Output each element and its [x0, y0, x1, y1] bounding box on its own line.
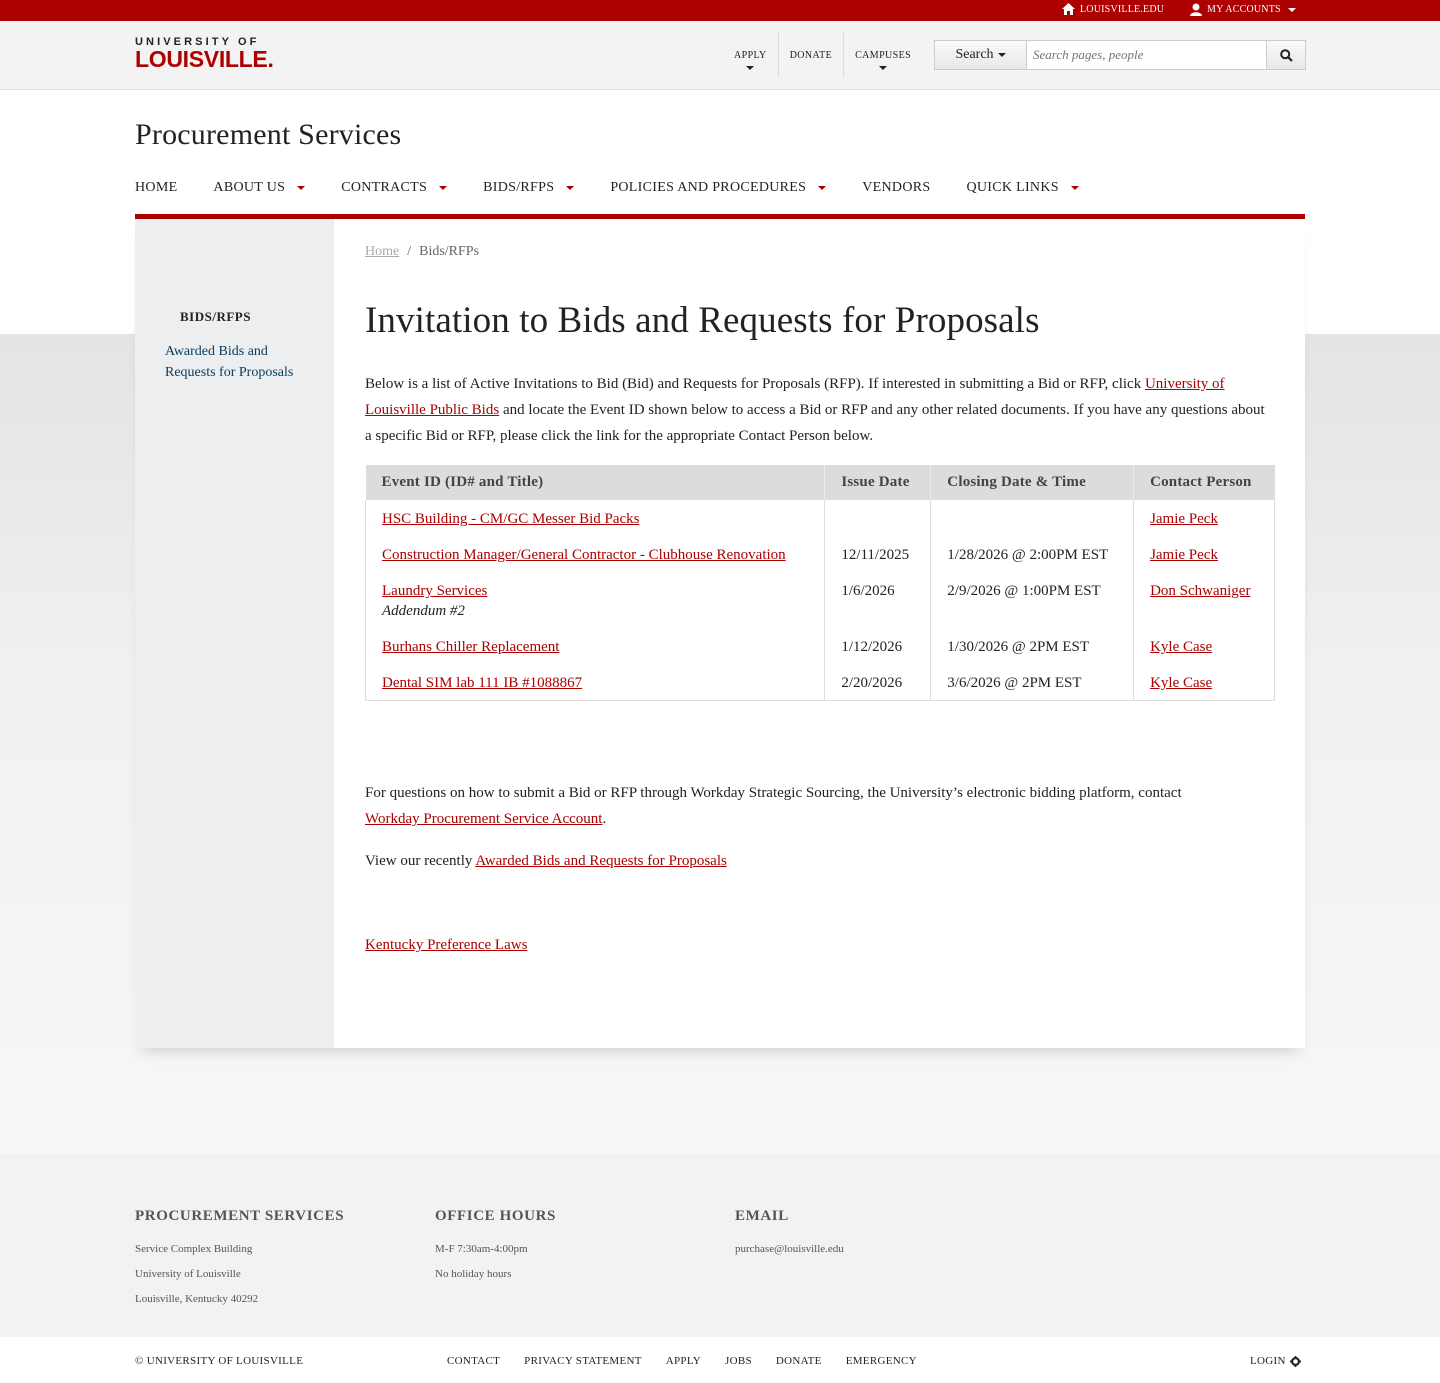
footer-heading: OFFICE HOURS	[435, 1208, 556, 1224]
issue-date-cell: 1/12/2026	[825, 628, 931, 664]
issue-date-cell: 1/6/2026	[825, 572, 931, 628]
content-area	[135, 219, 1305, 1048]
site-footer	[0, 1154, 1440, 1337]
logo-top-text: UNIVERSITY OF	[135, 36, 260, 48]
chevron-down-icon	[566, 186, 574, 190]
footer-address-line: University of Louisville	[135, 1268, 241, 1280]
breadcrumb-separator: /	[407, 244, 412, 259]
nav-quick-links[interactable]	[966, 178, 1078, 198]
user-icon	[1190, 3, 1202, 16]
nav-bids-rfps[interactable]	[483, 178, 574, 198]
search-scope-dropdown[interactable]	[935, 41, 1027, 69]
nav-bids-rfps-label: BIDS/RFPS	[483, 180, 555, 195]
site-title[interactable]: Procurement Services	[135, 118, 402, 151]
contact-link[interactable]: Jamie Peck	[1150, 547, 1218, 563]
event-link[interactable]: Burhans Chiller Replacement	[382, 639, 560, 655]
event-link[interactable]: Dental SIM lab 111 IB #1088867	[382, 675, 583, 691]
event-cell	[366, 500, 825, 536]
issue-date-cell: 2/20/2026	[825, 664, 931, 701]
contact-cell	[1134, 628, 1275, 664]
nav-policies[interactable]	[610, 178, 826, 198]
louisville-edu-label: LOUISVILLE.EDU	[1080, 3, 1165, 15]
chevron-down-icon	[998, 53, 1006, 57]
nav-vendors-label: VENDORS	[862, 180, 931, 195]
event-link[interactable]: Laundry Services	[382, 583, 488, 599]
event-cell	[366, 572, 825, 628]
footer-heading: EMAIL	[735, 1208, 789, 1224]
footer-address-line: Louisville, Kentucky 40292	[135, 1293, 259, 1305]
nav-vendors[interactable]	[862, 178, 930, 198]
copyright: © UNIVERSITY OF LOUISVILLE	[135, 1355, 304, 1367]
footer-link-emergency[interactable]: EMERGENCY	[845, 1355, 917, 1367]
event-link[interactable]: Construction Manager/General Contractor - Clubhouse Renovation	[382, 547, 786, 563]
my-accounts-label: MY ACCOUNTS	[1207, 4, 1281, 15]
search-button[interactable]	[1266, 41, 1305, 69]
intro-text-2: and locate the Event ID shown below to access a Bid or RFP and any other related documents. If you have any questions about a specific Bid or RFP, please click the link for the appropriate Contact Person below.	[365, 402, 1265, 444]
chevron-down-icon	[818, 186, 826, 190]
nav-home[interactable]	[135, 178, 177, 198]
event-link[interactable]: HSC Building - CM/GC Messer Bid Packs	[382, 511, 640, 527]
contact-cell	[1134, 500, 1275, 536]
workday-text-1: For questions on how to submit a Bid or RFP through Workday Strategic Sourcing, the University’s electronic bidding platform, contact	[365, 785, 1182, 801]
bottom-bar	[0, 1337, 1440, 1383]
awarded-bids-link[interactable]: Awarded Bids and Requests for Proposals	[475, 853, 727, 869]
event-cell	[366, 628, 825, 664]
logo-bottom-text: LOUISVILLE.	[135, 46, 274, 72]
home-icon	[1062, 3, 1075, 15]
header-nav-campuses-label: CAMPUSES	[855, 50, 912, 61]
contact-cell	[1134, 572, 1275, 628]
site-header	[0, 21, 1440, 90]
breadcrumb-current: Bids/RFPs	[419, 244, 480, 259]
gear-icon	[1290, 1356, 1301, 1367]
intro-text-1: Below is a list of Active Invitations to Bid (Bid) and Requests for Proposals (RFP). If interested in submitting a Bid or RFP, click	[365, 376, 1145, 392]
closing-date-cell	[931, 500, 1134, 536]
footer-link-donate[interactable]: DONATE	[775, 1355, 822, 1367]
contact-link[interactable]: Kyle Case	[1150, 675, 1213, 691]
chevron-down-icon	[1071, 186, 1079, 190]
closing-date-cell: 1/28/2026 @ 2:00PM EST	[931, 536, 1134, 572]
search-icon	[1280, 49, 1293, 62]
footer-col-procurement	[135, 1208, 344, 1312]
table-row	[366, 500, 1275, 536]
preference-paragraph	[365, 932, 527, 958]
awarded-text: View our recently	[365, 853, 476, 869]
search-bar	[934, 40, 1306, 70]
footer-heading: PROCUREMENT SERVICES	[135, 1208, 345, 1224]
chevron-down-icon	[439, 186, 447, 190]
footer-email[interactable]: purchase@louisville.edu	[735, 1243, 844, 1255]
main-nav	[135, 178, 1115, 198]
footer-col-hours	[435, 1208, 556, 1287]
table-row	[366, 572, 1275, 628]
header-nav-campuses[interactable]	[844, 31, 922, 77]
footer-hours-line: No holiday hours	[435, 1268, 512, 1280]
header-nav	[723, 21, 922, 90]
public-bids-link[interactable]: University of Louisville Public Bids	[365, 376, 1225, 418]
table-row	[366, 628, 1275, 664]
university-logo[interactable]	[135, 37, 275, 73]
closing-date-cell: 2/9/2026 @ 1:00PM EST	[931, 572, 1134, 628]
col-header-event-id: Event ID (ID# and Title)	[366, 465, 825, 500]
footer-link-contact[interactable]: CONTACT	[447, 1355, 501, 1367]
intro-paragraph	[365, 371, 1275, 449]
nav-about-us-label: ABOUT US	[213, 180, 286, 195]
footer-link-jobs[interactable]: JOBS	[725, 1355, 752, 1367]
footer-link-privacy[interactable]: PRIVACY STATEMENT	[524, 1355, 642, 1367]
nav-about-us[interactable]	[213, 178, 305, 198]
header-nav-apply-label: APPLY	[734, 50, 767, 61]
table-header-row	[366, 465, 1275, 500]
contact-link[interactable]: Kyle Case	[1150, 639, 1213, 655]
contact-cell	[1134, 536, 1275, 572]
contact-link[interactable]: Don Schwaniger	[1150, 583, 1251, 599]
contact-cell	[1134, 664, 1275, 701]
page-title: Invitation to Bids and Requests for Proposals	[365, 300, 1040, 341]
footer-links	[447, 1355, 917, 1367]
addendum-note: Addendum #2	[382, 603, 465, 619]
louisville-edu-link[interactable]	[1062, 3, 1164, 15]
footer-link-apply[interactable]: APPLY	[665, 1355, 702, 1367]
chevron-down-icon	[879, 66, 887, 70]
header-nav-apply[interactable]	[723, 31, 779, 77]
nav-contracts-label: CONTRACTS	[341, 180, 428, 195]
footer-hours-line: M-F 7:30am-4:00pm	[435, 1243, 528, 1255]
sidebar-item-awarded-bids[interactable]: Awarded Bids and Requests for Proposals	[165, 344, 294, 380]
chevron-down-icon	[746, 66, 754, 70]
closing-date-cell: 1/30/2026 @ 2PM EST	[931, 628, 1134, 664]
sidebar-heading: BIDS/RFPS	[180, 309, 251, 324]
utility-bar	[0, 0, 1440, 21]
chevron-down-icon	[297, 186, 305, 190]
nav-home-label: HOME	[135, 180, 178, 195]
breadcrumb-home-link[interactable]: Home	[365, 244, 400, 259]
footer-col-email	[735, 1208, 844, 1262]
workday-paragraph	[365, 780, 1225, 832]
closing-date-cell: 3/6/2026 @ 2PM EST	[931, 664, 1134, 701]
chevron-down-icon	[1288, 8, 1296, 12]
col-header-issue-date: Issue Date	[825, 465, 931, 500]
event-cell	[366, 536, 825, 572]
login-button[interactable]	[1250, 1355, 1301, 1367]
issue-date-cell: 12/11/2025	[825, 536, 931, 572]
header-nav-donate-label: DONATE	[789, 50, 833, 61]
kentucky-preference-laws-link[interactable]: Kentucky Preference Laws	[365, 937, 528, 953]
my-accounts-menu[interactable]	[1190, 3, 1296, 16]
search-scope-label: Search	[955, 47, 994, 62]
header-nav-donate[interactable]	[779, 31, 844, 77]
contact-link[interactable]: Jamie Peck	[1150, 511, 1218, 527]
search-input[interactable]	[1027, 41, 1266, 69]
nav-policies-label: POLICIES AND PROCEDURES	[610, 180, 807, 195]
breadcrumb	[365, 244, 479, 260]
col-header-closing-date: Closing Date & Time	[931, 465, 1134, 500]
login-label: LOGIN	[1250, 1355, 1286, 1367]
issue-date-cell	[825, 500, 931, 536]
event-cell	[366, 664, 825, 701]
awarded-paragraph	[365, 848, 727, 874]
table-row	[366, 536, 1275, 572]
bids-table	[365, 465, 1275, 701]
footer-address-line: Service Complex Building	[135, 1243, 253, 1255]
nav-contracts[interactable]	[341, 178, 447, 198]
workday-text-2: .	[602, 811, 607, 827]
workday-account-link[interactable]: Workday Procurement Service Account	[365, 811, 603, 827]
table-row	[366, 664, 1275, 701]
col-header-contact: Contact Person	[1134, 465, 1275, 500]
sidebar	[135, 219, 334, 1048]
nav-quick-links-label: QUICK LINKS	[966, 180, 1059, 195]
